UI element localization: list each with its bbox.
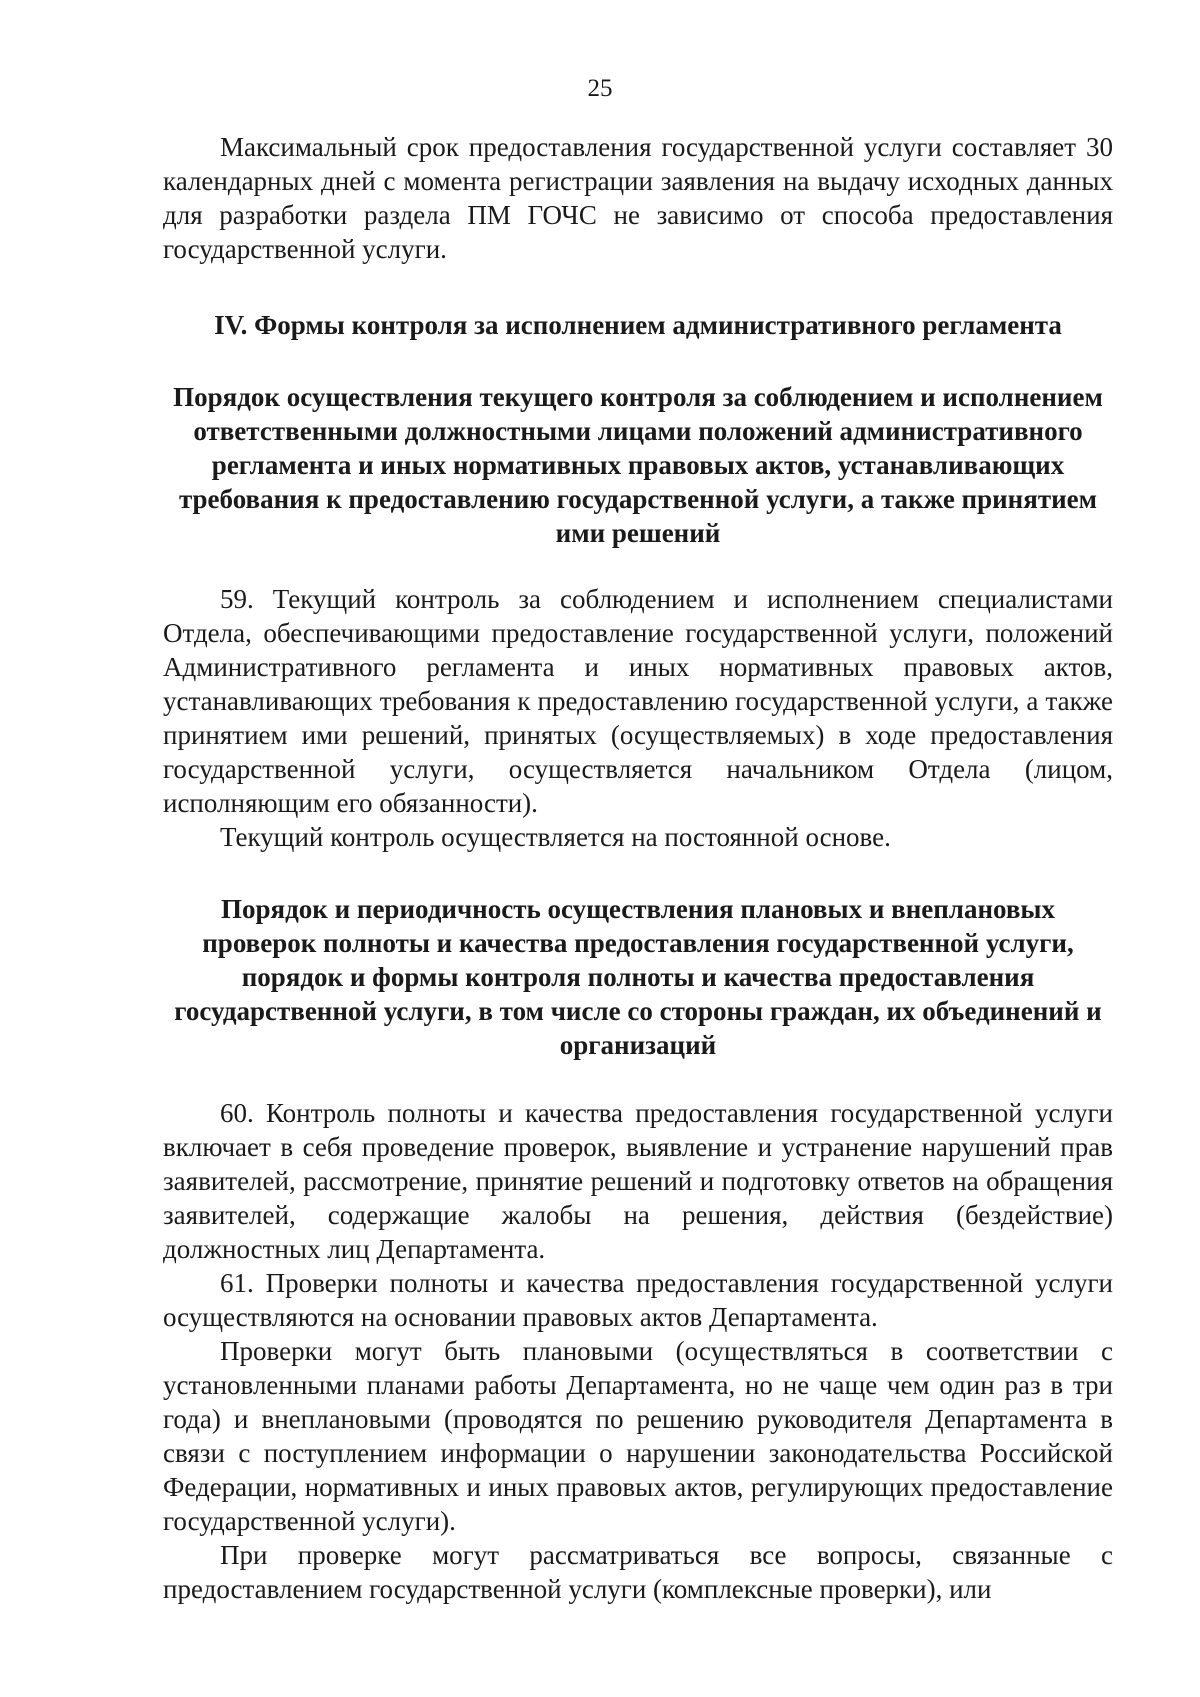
subsection-heading-inspections: Порядок и периодичность осуществления плановых и внеплановых проверок полноты и качества предоставления государственной услуги, порядок и формы контроля полноты и качества предоставления государственной услуги, в том числе со стороны граждан, их объединений и организаций bbox=[174, 894, 1102, 1060]
page-number: 25 bbox=[587, 75, 613, 102]
paragraph-61-scope: При проверке могут рассматриваться все вопросы, связанные с предоставлением государственной услуги (комплексные проверки), или bbox=[163, 1540, 1113, 1604]
section-heading-iv: IV. Формы контроля за исполнением административного регламента bbox=[214, 310, 1062, 340]
paragraph-61: 61. Проверки полноты и качества предоставления государственной услуги осуществляются на основании правовых актов Департамента. bbox=[163, 1268, 1113, 1332]
paragraph-59-continuation: Текущий контроль осуществляется на постоянной основе. bbox=[220, 822, 891, 852]
paragraph-60: 60. Контроль полноты и качества предоставления государственной услуги включает в себя проведение проверок, выявление и устранение нарушений прав заявителей, рассмотрение, принятие решений и подготовку ответов на обращения заявителей, содержащие жалобы на решения, действия (бездействие) должностных лиц Департамента. bbox=[163, 1098, 1113, 1264]
subsection-heading-current-control: Порядок осуществления текущего контроля за соблюдением и исполнением ответственными должностными лицами положений административного регламента и иных нормативных правовых актов, устанавливающих требования к предоставлению государственной услуги, а также принятием ими решений bbox=[173, 382, 1103, 548]
document-body bbox=[163, 130, 1113, 1606]
paragraph-max-term: Максимальный срок предоставления государственной услуги составляет 30 календарных дней с момента регистрации заявления на выдачу исходных данных для разработки раздела ПМ ГОЧС не зависимо от способа предоставления государственной услуги. bbox=[163, 132, 1113, 264]
paragraph-59: 59. Текущий контроль за соблюдением и исполнением специалистами Отдела, обеспечивающими предоставление государственной услуги, положений Административного регламента и иных нормативных правовых актов, устанавливающих требования к предоставлению государственной услуги, а также принятием ими решений, принятых (осуществляемых) в ходе предоставления государственной услуги, осуществляется начальником Отдела (лицом, исполняющим его обязанности). bbox=[163, 584, 1113, 818]
paragraph-61-planned: Проверки могут быть плановыми (осуществляться в соответствии с установленными планами работы Департамента, но не чаще чем один раз в три года) и внеплановыми (проводятся по решению руководителя Департамента в связи с поступлением информации о нарушении законодательства Российской Федерации, нормативных и иных правовых актов, регулирующих предоставление государственной услуги). bbox=[163, 1336, 1113, 1536]
